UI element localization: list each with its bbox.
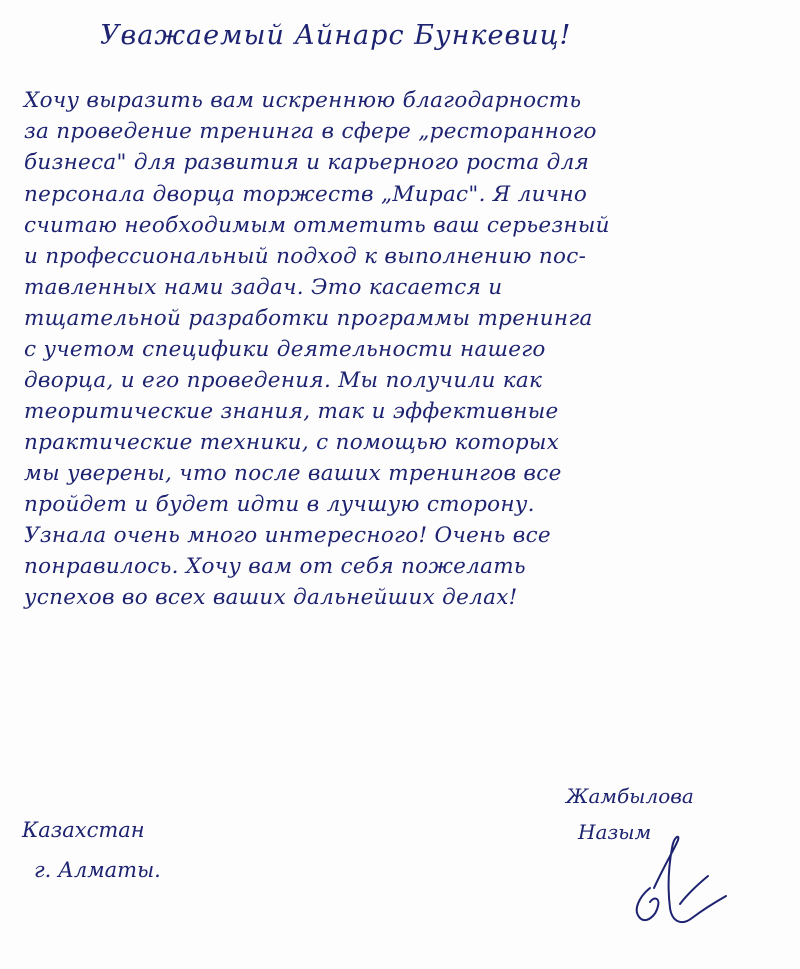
letter-line-10: дворца, и его проведения. Мы получили как [24, 368, 543, 393]
letter-line-6: и профессиональный подход к выполнению пос- [24, 244, 587, 269]
letter-line-5: считаю необходимым отметить ваш серьезный [24, 213, 610, 238]
letter-line-16: понравилось. Хочу вам от себя пожелать [24, 554, 526, 579]
letter-line-3: бизнеса" для развития и карьерного роста для [24, 150, 590, 175]
letter-line-4: персонала дворца торжеств „Мирас". Я лично [24, 182, 588, 207]
letter-line-12: практические техники, с помощью которых [24, 430, 560, 455]
letter-line-8: тщательной разработки программы тренинга [24, 306, 593, 331]
letter-line-1: Хочу выразить вам искреннюю благодарность [24, 88, 582, 113]
letter-line-7: тавленных нами задач. Это касается и [24, 275, 503, 300]
letter-line-14: пройдет и будет идти в лучшую сторону. [24, 492, 535, 517]
sender-country: Казахстан [22, 818, 145, 842]
letter-line-9: с учетом специфики деятельности нашего [24, 337, 546, 362]
letter-line-11: теоритические знания, так и эффективные [24, 399, 559, 424]
letter-greeting: Уважаемый Айнарс Бункевиц! [100, 20, 572, 51]
letter-line-13: мы уверены, что после ваших тренингов все [24, 461, 562, 486]
handwritten-signature [610, 826, 730, 936]
sender-first-name: Назым [578, 820, 652, 844]
letter-line-17: успехов во всех ваших дальнейших делах! [24, 585, 518, 610]
sender-surname: Жамбылова [566, 784, 694, 808]
letter-line-15: Узнала очень много интересного! Очень все [24, 523, 551, 548]
letter-line-2: за проведение тренинга в сфере „ресторанного [24, 119, 597, 144]
sender-city: г. Алматы. [34, 858, 161, 882]
